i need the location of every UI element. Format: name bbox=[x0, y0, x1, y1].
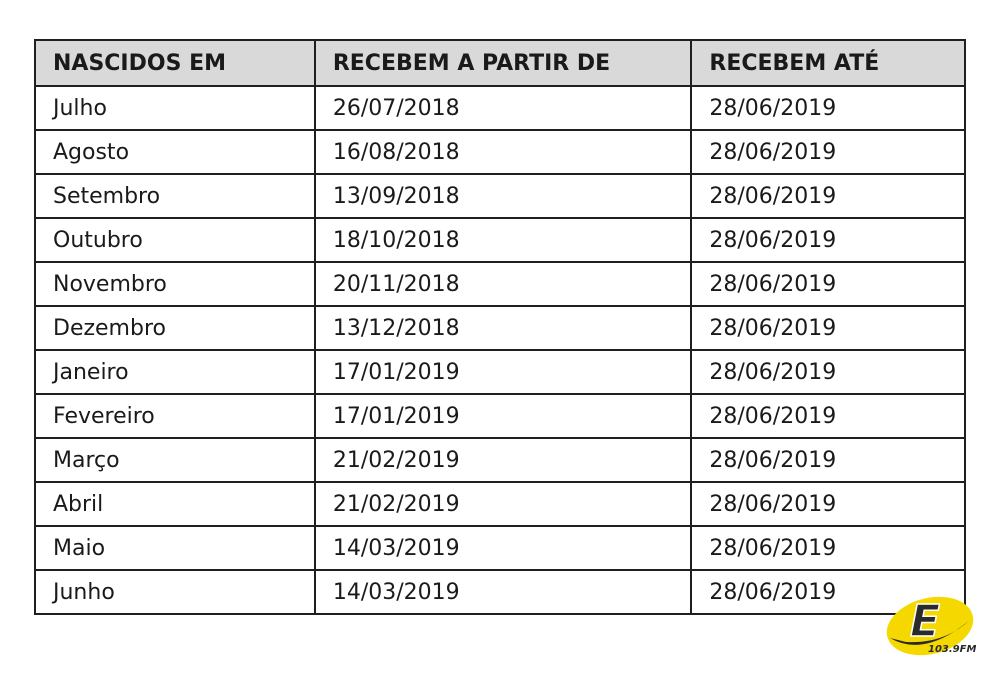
logo-band: FM bbox=[959, 644, 976, 655]
table-row bbox=[35, 174, 965, 218]
birth-month-cell: Abril bbox=[35, 482, 315, 526]
end-date-cell: 28/06/2019 bbox=[691, 130, 965, 174]
header-nascidos-em: NASCIDOS EM bbox=[35, 40, 315, 86]
end-date-cell: 28/06/2019 bbox=[691, 262, 965, 306]
start-date-cell: 18/10/2018 bbox=[315, 218, 692, 262]
table-row bbox=[35, 526, 965, 570]
end-date-cell: 28/06/2019 bbox=[691, 86, 965, 130]
end-date-cell: 28/06/2019 bbox=[691, 438, 965, 482]
end-date-cell: 28/06/2019 bbox=[691, 306, 965, 350]
start-date-cell: 14/03/2019 bbox=[315, 570, 692, 614]
start-date-cell: 21/02/2019 bbox=[315, 482, 692, 526]
birth-month-cell: Outubro bbox=[35, 218, 315, 262]
start-date-cell: 17/01/2019 bbox=[315, 350, 692, 394]
table-row bbox=[35, 350, 965, 394]
birth-month-cell: Dezembro bbox=[35, 306, 315, 350]
birth-month-cell: Janeiro bbox=[35, 350, 315, 394]
logo-letter-e: E bbox=[910, 596, 941, 647]
radio-station-logo bbox=[884, 592, 976, 658]
birth-month-cell: Junho bbox=[35, 570, 315, 614]
birth-month-cell: Agosto bbox=[35, 130, 315, 174]
payment-calendar-table bbox=[34, 39, 966, 615]
header-recebem-ate: RECEBEM ATÉ bbox=[691, 40, 965, 86]
start-date-cell: 20/11/2018 bbox=[315, 262, 692, 306]
table-row bbox=[35, 570, 965, 614]
birth-month-cell: Março bbox=[35, 438, 315, 482]
table-row bbox=[35, 306, 965, 350]
start-date-cell: 17/01/2019 bbox=[315, 394, 692, 438]
table-row bbox=[35, 86, 965, 130]
start-date-cell: 16/08/2018 bbox=[315, 130, 692, 174]
table-header-row bbox=[35, 40, 965, 86]
start-date-cell: 21/02/2019 bbox=[315, 438, 692, 482]
end-date-cell: 28/06/2019 bbox=[691, 526, 965, 570]
start-date-cell: 14/03/2019 bbox=[315, 526, 692, 570]
birth-month-cell: Maio bbox=[35, 526, 315, 570]
end-date-cell: 28/06/2019 bbox=[691, 394, 965, 438]
end-date-cell: 28/06/2019 bbox=[691, 218, 965, 262]
end-date-cell: 28/06/2019 bbox=[691, 174, 965, 218]
end-date-cell: 28/06/2019 bbox=[691, 570, 965, 614]
logo-frequency bbox=[928, 644, 976, 655]
end-date-cell: 28/06/2019 bbox=[691, 482, 965, 526]
table-row bbox=[35, 262, 965, 306]
end-date-cell: 28/06/2019 bbox=[691, 350, 965, 394]
birth-month-cell: Fevereiro bbox=[35, 394, 315, 438]
header-recebem-a-partir-de: RECEBEM A PARTIR DE bbox=[315, 40, 692, 86]
table-row bbox=[35, 438, 965, 482]
start-date-cell: 13/12/2018 bbox=[315, 306, 692, 350]
birth-month-cell: Novembro bbox=[35, 262, 315, 306]
logo-frequency-number: 103.9 bbox=[928, 644, 960, 655]
table-row bbox=[35, 130, 965, 174]
start-date-cell: 13/09/2018 bbox=[315, 174, 692, 218]
birth-month-cell: Setembro bbox=[35, 174, 315, 218]
table-row bbox=[35, 482, 965, 526]
birth-month-cell: Julho bbox=[35, 86, 315, 130]
start-date-cell: 26/07/2018 bbox=[315, 86, 692, 130]
table-row bbox=[35, 218, 965, 262]
table-row bbox=[35, 394, 965, 438]
